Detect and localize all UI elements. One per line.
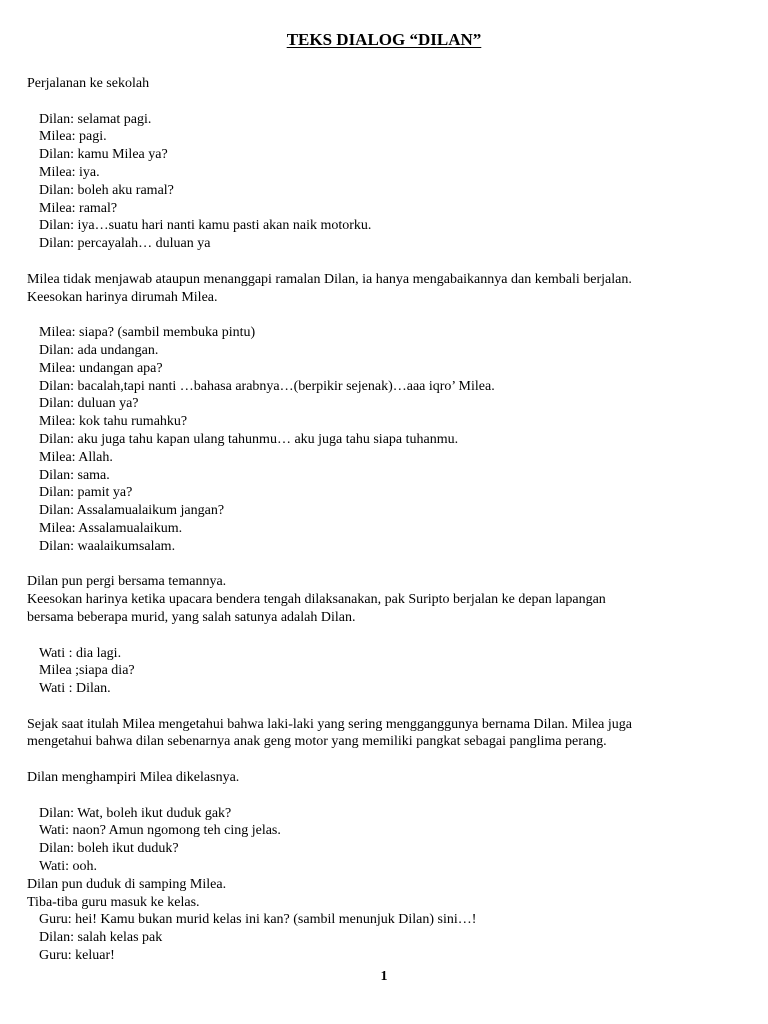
dialog-line: Milea ;siapa dia?	[39, 663, 135, 679]
dialog-line: Dilan: bacalah,tapi nanti …bahasa arabnya…(berpikir sejenak)…aaa iqro’ Milea.	[39, 378, 495, 394]
text-line: Milea tidak menjawab ataupun menanggapi ramalan Dilan, ia hanya mengabaikannya dan kembali berjalan.	[27, 271, 632, 287]
paragraph-gap	[27, 627, 739, 645]
page-number: 1	[380, 969, 388, 984]
dialog-block	[27, 324, 739, 555]
text-line: Tiba-tiba guru masuk ke kelas.	[27, 894, 200, 910]
dialog-line: Dilan: Assalamualaikum jangan?	[39, 503, 225, 519]
text-line: Perjalanan ke sekolah	[27, 76, 150, 91]
text-line: Dilan menghampiri Milea dikelasnya.	[27, 770, 240, 786]
dialog-line: Milea: Assalamualaikum.	[39, 520, 183, 536]
text-line: Keesokan harinya dirumah Milea.	[27, 289, 218, 305]
dialog-line: Dilan: boleh ikut duduk?	[39, 841, 179, 857]
dialog-line: Milea: iya.	[39, 164, 100, 180]
dialog-line: Milea: pagi.	[39, 129, 107, 145]
paragraph	[27, 75, 739, 93]
dialog-line: Dilan: pamit ya?	[39, 485, 133, 501]
dialog-line: Wati: naon? Amun ngomong teh cing jelas.	[39, 823, 281, 839]
text-line: bersama beberapa murid, yang salah satunya adalah Dilan.	[27, 609, 356, 625]
text-line: mengetahui bahwa dilan sebenarnya anak geng motor yang memiliki pangkat sebagai panglima perang.	[27, 734, 607, 750]
dialog-line: Dilan: waalaikumsalam.	[39, 538, 176, 554]
paragraph-gap	[27, 751, 739, 769]
dialog-line: Dilan: ada undangan.	[39, 342, 159, 358]
dialog-block	[27, 111, 739, 253]
dialog-line: Dilan: selamat pagi.	[39, 111, 152, 127]
text-line: Dilan pun pergi bersama temannya.	[27, 574, 227, 590]
paragraph-gap	[27, 253, 739, 271]
dialog-line: Dilan: salah kelas pak	[39, 930, 163, 946]
dialog-block	[27, 805, 739, 965]
dialog-line: Wati: ooh.	[39, 859, 97, 875]
dialog-line: Milea: siapa? (sambil membuka pintu)	[39, 325, 256, 341]
dialog-line: Milea: ramal?	[39, 200, 118, 216]
dialog-line: Wati : dia lagi.	[39, 645, 122, 661]
document-body	[27, 75, 739, 965]
dialog-line: Dilan: sama.	[39, 467, 110, 483]
dialog-line: Dilan: kamu Milea ya?	[39, 147, 168, 163]
paragraph-gap	[27, 93, 739, 111]
dialog-block	[27, 645, 739, 698]
page-title: TEKS DIALOG “DILAN”	[286, 30, 482, 49]
paragraph-gap	[27, 698, 739, 716]
dialog-line: Milea: kok tahu rumahku?	[39, 414, 188, 430]
dialog-line: Dilan: percayalah… duluan ya	[39, 236, 211, 252]
dialog-line: Wati : Dilan.	[39, 681, 111, 697]
paragraph	[27, 271, 739, 307]
dialog-line: Dilan: aku juga tahu kapan ulang tahunmu… aku juga tahu siapa tuhanmu.	[39, 431, 459, 447]
dialog-line: Milea: Allah.	[39, 449, 113, 465]
paragraph	[27, 573, 739, 626]
paragraph	[27, 769, 739, 787]
dialog-line: Guru: hei! Kamu bukan murid kelas ini kan? (sambil menunjuk Dilan) sini…!	[39, 912, 477, 928]
dialog-line: Milea: undangan apa?	[39, 360, 163, 376]
dialog-line: Dilan: duluan ya?	[39, 396, 139, 412]
text-line: Dilan pun duduk di samping Milea.	[27, 876, 227, 892]
paragraph-gap	[27, 306, 739, 324]
dialog-line: Dilan: iya…suatu hari nanti kamu pasti akan naik motorku.	[39, 218, 372, 234]
dialog-line: Guru: keluar!	[39, 948, 115, 964]
paragraph-gap	[27, 556, 739, 574]
paragraph	[27, 716, 739, 752]
text-line: Sejak saat itulah Milea mengetahui bahwa laki-laki yang sering mengganggunya bernama Dilan. Milea juga	[27, 716, 632, 732]
dialog-line: Dilan: Wat, boleh ikut duduk gak?	[39, 805, 232, 821]
paragraph-gap	[27, 787, 739, 805]
text-line: Keesokan harinya ketika upacara bendera tengah dilaksanakan, pak Suripto berjalan ke depan lapangan	[27, 592, 606, 608]
dialog-line: Dilan: boleh aku ramal?	[39, 182, 174, 198]
